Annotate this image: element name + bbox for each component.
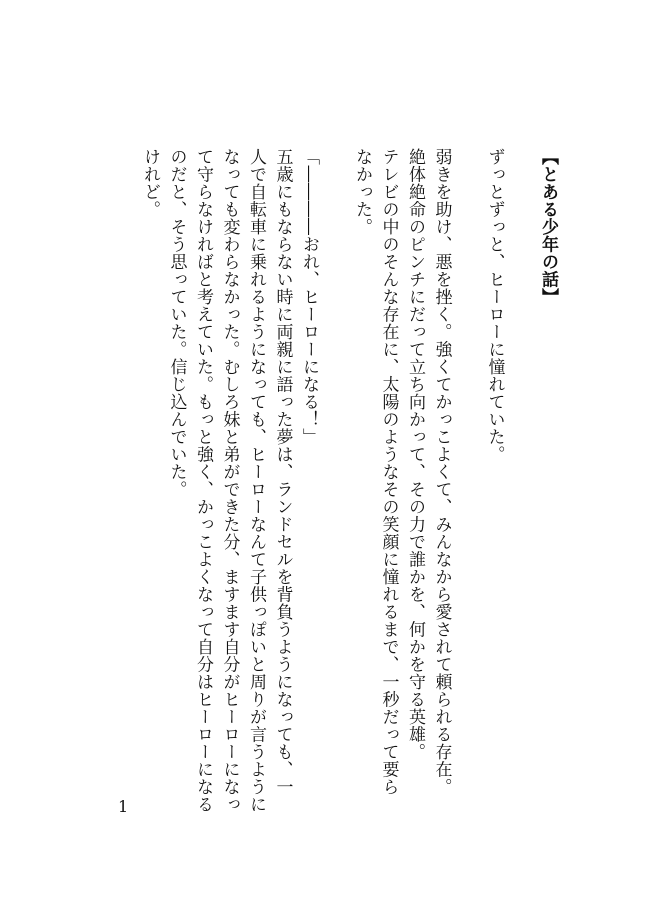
text-line-14: けれど。 — [140, 148, 160, 218]
blank-line-2 — [322, 148, 349, 788]
page-number: 1 — [118, 797, 129, 816]
text-line-1: ずっとずっと、ヒーローに憧れていた。 — [484, 148, 505, 463]
blank-line-1 — [455, 148, 482, 788]
text-line-6: なかった。 — [352, 148, 372, 236]
text-line-3: 弱きを助け、悪を挫く。強くてかっこよくて、みんなから愛されて頼られる存在。 — [431, 148, 452, 796]
text-line-9: 五歳にもならない時に両親に語った夢は、ランドセルを背負うようになっても、一 — [272, 148, 293, 796]
chapter-title: 【とある少年の話】 — [538, 148, 558, 306]
dialogue-line: 「――――おれ、ヒーローになる！」 — [299, 148, 319, 446]
text-line-4: 絶体絶命のピンチにだって立ち向かって、その力で誰かを、何かを守る英雄。 — [405, 148, 425, 761]
text-line-10: 人で自転車に乗れるようになっても、ヒーローなんて子供っぽいと周りが言うように — [246, 148, 266, 813]
text-line-11: なっても変わらなかった。むしろ妹と弟ができた分、ますます自分がヒーローになっ — [219, 148, 240, 813]
text-line-13: のだと、そう思っていた。信じ込んでいた。 — [166, 148, 187, 498]
text-line-5: テレビの中のそんな存在に、太陽のようなその笑顔に憧れるまで、一秒だって要ら — [378, 148, 399, 796]
text-line-12: て守らなければと考えていた。もっと強く、かっこよくなって自分はヒーローになる — [193, 148, 213, 813]
vertical-text-body — [81, 148, 561, 813]
